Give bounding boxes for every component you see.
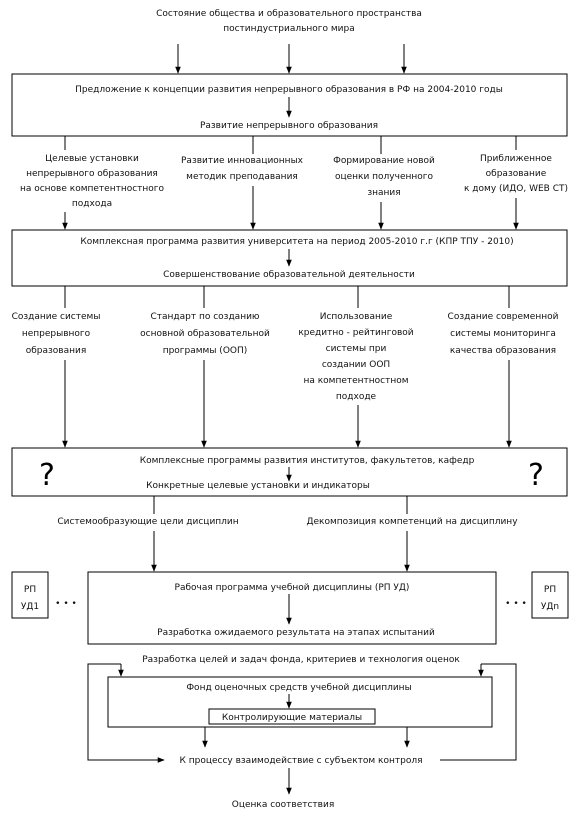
- ellipsis-left: • • •: [55, 599, 77, 609]
- svg-text:образования: образования: [25, 346, 87, 356]
- question-mark-left: ?: [39, 458, 55, 493]
- institute-programs-title: Комплексные программы развития институтов, факультетов, кафедр: [139, 456, 475, 466]
- interaction-with-subject: К процессу взаимодействие с субъектом контроля: [179, 756, 423, 766]
- svg-text:Формирование новой: Формирование новой: [333, 156, 435, 166]
- arrows-box1-to-box2: [65, 136, 516, 229]
- side-box-left-line-2: УД1: [20, 602, 40, 612]
- top-text-line-1: Состояние общества и образовательного пространства: [156, 9, 422, 19]
- svg-text:кредитно - рейтинговой: кредитно - рейтинговой: [298, 328, 414, 338]
- institute-programs-subtitle: Конкретные целевые установки и индикаторы: [146, 481, 370, 491]
- svg-text:непрерывного образования: непрерывного образования: [26, 169, 158, 179]
- svg-text:качества образования: качества образования: [449, 346, 557, 356]
- svg-text:образование: образование: [485, 169, 547, 179]
- arrows-box2-to-box3: [65, 286, 509, 447]
- row3-competency-decomposition: Декомпозиция компетенций на дисциплину: [306, 517, 518, 527]
- svg-text:на основе компетентностного: на основе компетентностного: [19, 184, 165, 194]
- svg-text:создании ООП: создании ООП: [321, 360, 391, 370]
- row3-system-goals: Системообразующие цели дисциплин: [57, 517, 239, 527]
- svg-text:оценки полученного: оценки полученного: [334, 172, 434, 182]
- row2-credit-rating: [298, 312, 413, 402]
- university-program-subtitle: Совершенствование образовательной деятельности: [163, 270, 415, 280]
- ellipsis-right: • • •: [505, 599, 527, 609]
- svg-text:Создание системы: Создание системы: [11, 312, 101, 322]
- top-text-line-2: постиндустриального мира: [223, 24, 355, 34]
- university-program-title: Комплексная программа развития университета на период 2005-2010 г.г (КПР ТПУ - 2010): [80, 237, 514, 247]
- work-program-subtitle: Разработка ожидаемого результата на этапах испытаний: [157, 628, 435, 638]
- compliance-assessment: Оценка соответствия: [231, 800, 335, 810]
- arrows-top-to-box1: [178, 44, 404, 73]
- svg-text:непрерывного: непрерывного: [21, 329, 91, 339]
- assessment-fund-title: Фонд оценочных средств учебной дисциплины: [186, 683, 412, 693]
- row1-innovative-methods: [181, 156, 304, 182]
- side-box-right-line-2: УДn: [540, 602, 560, 612]
- svg-text:Развитие инновационных: Развитие инновационных: [181, 156, 303, 166]
- row2-continuous-education: [12, 312, 101, 356]
- svg-text:системы мониторинга: системы мониторинга: [450, 329, 556, 339]
- svg-text:Использование: Использование: [319, 312, 393, 322]
- svg-text:Приближенное: Приближенное: [480, 154, 552, 164]
- svg-text:подходе: подходе: [335, 392, 377, 402]
- svg-text:программы (ООП): программы (ООП): [162, 346, 248, 356]
- svg-text:на компетентностном: на компетентностном: [303, 376, 409, 386]
- svg-text:подхода: подхода: [71, 199, 113, 209]
- svg-text:Создание современной: Создание современной: [447, 312, 559, 322]
- fund-bracket-lines: [88, 664, 516, 760]
- svg-text:к дому (ИДО, WEB CT): к дому (ИДО, WEB CT): [464, 184, 568, 194]
- svg-text:методик преподавания: методик преподавания: [186, 172, 298, 182]
- svg-text:знания: знания: [367, 188, 401, 198]
- arrows-box3-to-box4: [154, 496, 407, 571]
- svg-text:основной образовательной: основной образовательной: [140, 329, 270, 339]
- svg-text:системы при: системы при: [325, 344, 387, 354]
- row2-standard-oop: [140, 312, 270, 356]
- concept-box-title: Предложение к концепции развития непрерывного образования в РФ на 2004-2010 годы: [75, 85, 503, 95]
- fund-development-header: Разработка целей и задач фонда, критериев и технология оценок: [142, 655, 460, 665]
- row2-monitoring: [448, 312, 559, 356]
- row1-goal-settings: [20, 154, 165, 209]
- concept-box-subtitle: Развитие непрерывного образования: [199, 121, 379, 131]
- svg-text:Целевые установки: Целевые установки: [45, 154, 139, 164]
- side-box-left-line-1: РП: [23, 585, 37, 595]
- svg-text:Стандарт по созданию: Стандарт по созданию: [150, 312, 260, 322]
- row1-distance-education: [464, 154, 568, 194]
- question-mark-right: ?: [528, 458, 544, 493]
- control-materials-label: Контролирующие материалы: [221, 713, 363, 723]
- side-box-right-line-1: РП: [543, 585, 557, 595]
- work-program-title: Рабочая программа учебной дисциплины (РП УД): [174, 583, 410, 593]
- row1-new-assessment: [333, 156, 435, 198]
